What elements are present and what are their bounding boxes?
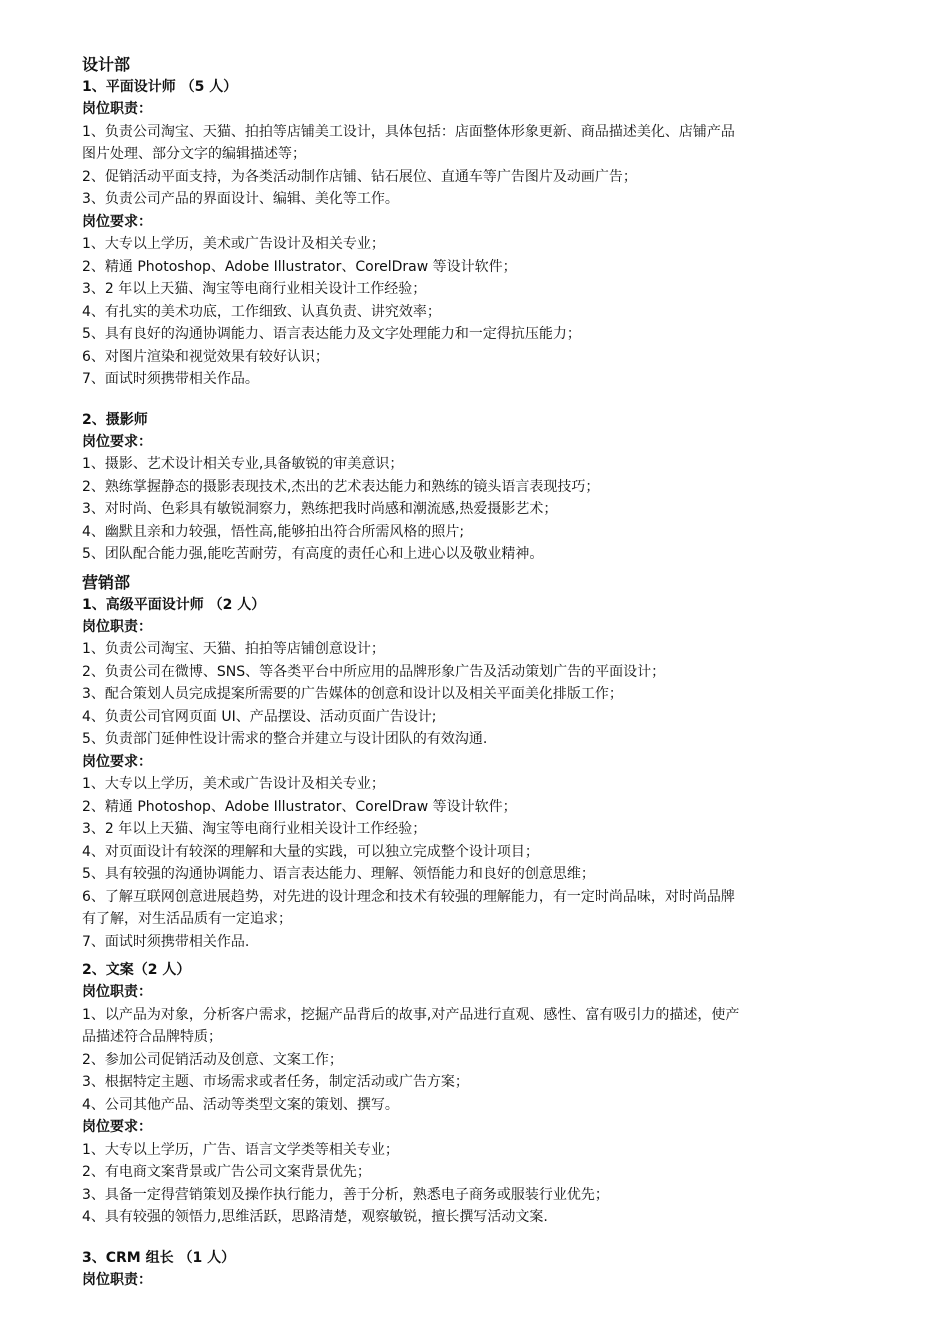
duties-label: 岗位职责： — [82, 618, 152, 635]
requirement-line: 5、团队配合能力强,能吃苦耐劳，有高度的责任心和上进心以及敬业精神。 — [82, 546, 544, 562]
duty-line: 4、公司其他产品、活动等类型文案的策划、撰写。 — [82, 1096, 399, 1113]
duty-line: 2、促销活动平面支持，为各类活动制作店铺、钻石展位、直通车等广告图片及动画广告； — [82, 168, 637, 185]
duty-line: 1、负责公司淘宝、天猫、拍拍等店铺创意设计； — [82, 641, 385, 657]
requirement-line: 7、面试时须携带相关作品。 — [82, 371, 259, 387]
job-title-copywriter: 2、文案（2 人） — [82, 962, 191, 978]
duties-label: 岗位职责： — [82, 101, 152, 117]
duty-line: 2、参加公司促销活动及创意、文案工作； — [82, 1051, 343, 1068]
duty-line: 1、以产品为对象，分析客户需求，挖掘产品背后的故事,对产品进行直观、感性、富有吸引力的描述，使产 — [82, 1006, 740, 1023]
job-title-senior-graphic-designer: 1、高级平面设计师 （2 人） — [82, 596, 266, 613]
requirements-label: 岗位要求： — [82, 213, 152, 230]
requirement-line: 3、2 年以上天猫、淘宝等电商行业相关设计工作经验； — [82, 281, 427, 297]
requirement-line: 1、摄影、艺术设计相关专业,具备敏锐的审美意识； — [82, 456, 404, 472]
requirement-line: 2、有电商文案背景或广告公司文案背景优先； — [82, 1164, 371, 1180]
requirement-line: 3、2 年以上天猫、淘宝等电商行业相关设计工作经验； — [82, 821, 427, 837]
dept-title-marketing: 营销部 — [82, 572, 131, 592]
requirement-line: 4、幽默且亲和力较强，悟性高,能够拍出符合所需风格的照片; — [82, 523, 465, 540]
requirement-line: 5、具有良好的沟通协调能力、语言表达能力及文字处理能力和一定得抗压能力； — [82, 326, 581, 342]
duty-line: 5、负责部门延伸性设计需求的整合并建立与设计团队的有效沟通. — [82, 731, 488, 747]
document-page — [82, 54, 882, 1291]
duty-line: 4、负责公司官网页面 UI、产品摆设、活动页面广告设计; — [82, 708, 437, 725]
duty-line: 1、负责公司淘宝、天猫、拍拍等店铺美工设计，具体包括：店面整体形象更新、商品描述美化、店铺产品 — [82, 123, 735, 140]
duty-line: 图片处理、部分文字的编辑描述等； — [82, 146, 306, 162]
requirement-line: 1、大专以上学历，美术或广告设计及相关专业； — [82, 776, 385, 792]
requirement-line: 4、有扎实的美术功底，工作细致、认真负责、讲究效率； — [82, 303, 441, 320]
duty-line: 2、负责公司在微博、SNS、等各类平台中所应用的品牌形象广告及活动策划广告的平面设计； — [82, 663, 666, 680]
requirement-line: 3、对时尚、色彩具有敏锐洞察力，熟练把我时尚感和潮流感,热爱摄影艺术； — [82, 501, 558, 517]
requirement-line: 6、了解互联网创意进展趋势，对先进的设计理念和技术有较强的理解能力，有一定时尚品味，对时尚品牌 — [82, 888, 735, 905]
requirements-label: 岗位要求： — [82, 1119, 152, 1135]
requirements-label: 岗位要求： — [82, 753, 152, 770]
duty-line: 3、根据特定主题、市场需求或者任务，制定活动或广告方案； — [82, 1074, 469, 1090]
requirement-line: 2、熟练掌握静态的摄影表现技术,杰出的艺术表达能力和熟练的镜头语言表现技巧； — [82, 478, 600, 495]
requirement-line: 4、对页面设计有较深的理解和大量的实践，可以独立完成整个设计项目； — [82, 843, 539, 860]
duty-line: 3、配合策划人员完成提案所需要的广告媒体的创意和设计以及相关平面美化排版工作； — [82, 686, 623, 702]
requirement-line: 6、对图片渲染和视觉效果有较好认识； — [82, 348, 329, 365]
requirement-line: 7、面试时须携带相关作品. — [82, 933, 250, 950]
requirement-line: 3、具备一定得营销策划及操作执行能力，善于分析，熟悉电子商务或服装行业优先； — [82, 1186, 609, 1203]
job-title-photographer: 2、摄影师 — [82, 411, 148, 428]
job-title-graphic-designer: 1、平面设计师 （5 人） — [82, 79, 238, 95]
requirement-line: 有了解，对生活品质有一定追求； — [82, 911, 292, 927]
requirement-line: 2、精通 Photoshop、Adobe Illustrator、CorelDraw 等设计软件； — [82, 798, 517, 815]
requirement-line: 4、具有较强的领悟力,思维活跃，思路清楚，观察敏锐，擅长撰写活动文案. — [82, 1209, 548, 1225]
job-title-crm-lead: 3、CRM 组长 （1 人） — [82, 1249, 236, 1266]
duty-line: 3、负责公司产品的界面设计、编辑、美化等工作。 — [82, 191, 399, 207]
dept-title-design: 设计部 — [82, 55, 131, 74]
requirement-line: 1、大专以上学历，广告、语言文学类等相关专业； — [82, 1141, 399, 1158]
requirements-label: 岗位要求： — [82, 433, 152, 450]
requirement-line: 5、具有较强的沟通协调能力、语言表达能力、理解、领悟能力和良好的创意思维； — [82, 866, 595, 882]
requirement-line: 2、精通 Photoshop、Adobe Illustrator、CorelDraw 等设计软件； — [82, 258, 517, 275]
duty-line: 品描述符合品牌特质； — [82, 1029, 222, 1045]
duties-label: 岗位职责： — [82, 1271, 152, 1288]
requirement-line: 1、大专以上学历，美术或广告设计及相关专业； — [82, 236, 385, 252]
duties-label: 岗位职责： — [82, 984, 152, 1000]
